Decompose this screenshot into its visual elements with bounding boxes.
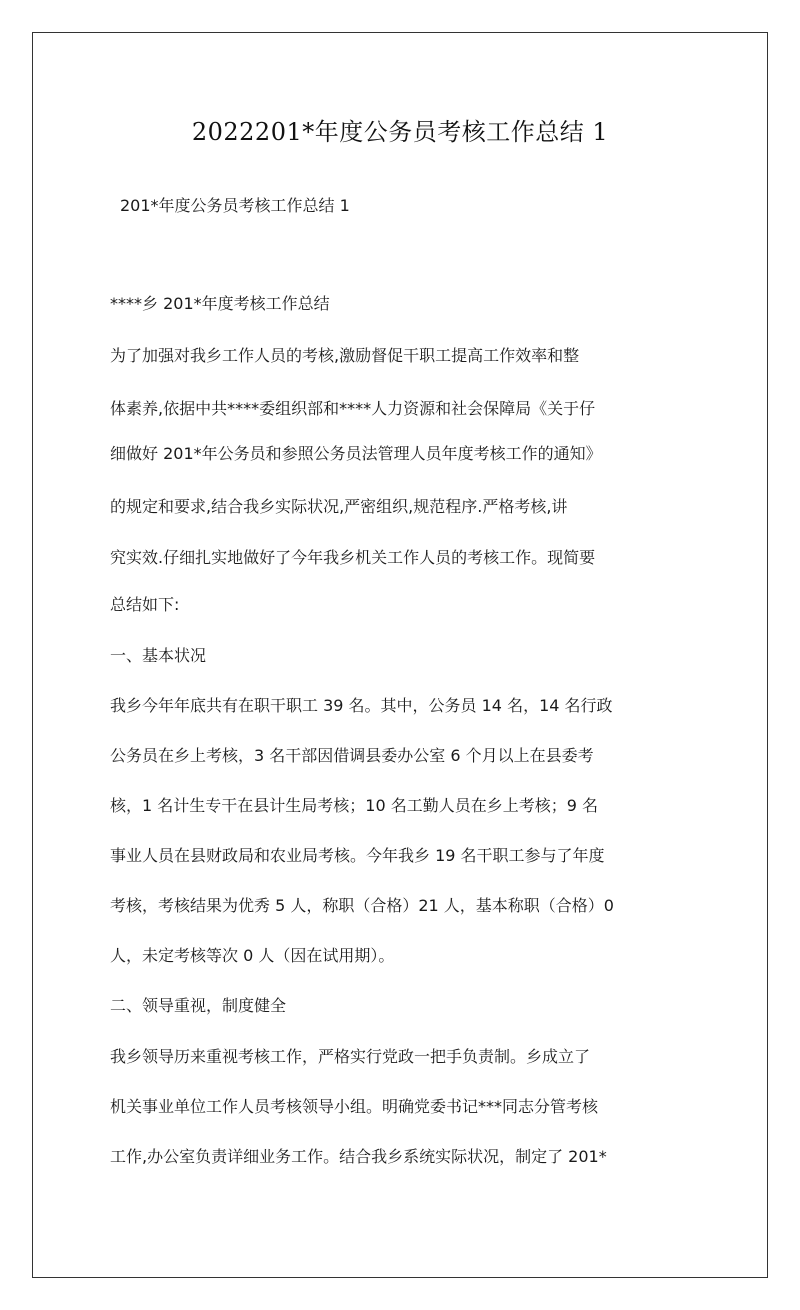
paragraph-line: 考核，考核结果为优秀 5 人，称职（合格）21 人，基本称职（合格）0 xyxy=(110,896,614,915)
heading-line: ****乡 201*年度考核工作总结 xyxy=(110,294,330,313)
paragraph-line: 事业人员在县财政局和农业局考核。今年我乡 19 名干职工参与了年度 xyxy=(110,846,605,865)
paragraph-line: 的规定和要求,结合我乡实际状况,严密组织,规范程序.严格考核,讲 xyxy=(110,497,568,516)
document-title: 2022201*年度公务员考核工作总结 1 xyxy=(191,118,609,146)
paragraph-line: 为了加强对我乡工作人员的考核,激励督促干职工提高工作效率和整 xyxy=(110,346,580,365)
paragraph-line: 我乡领导历来重视考核工作，严格实行党政一把手负责制。乡成立了 xyxy=(110,1047,591,1066)
section-heading: 一、基本状况 xyxy=(110,646,207,665)
paragraph-line: 体素养,依据中共****委组织部和****人力资源和社会保障局《关于仔 xyxy=(110,399,596,418)
paragraph-line: 人，未定考核等次 0 人（因在试用期）。 xyxy=(110,946,395,965)
paragraph-line: 我乡今年年底共有在职干职工 39 名。其中，公务员 14 名，14 名行政 xyxy=(110,696,613,715)
paragraph-line: 机关事业单位工作人员考核领导小组。明确党委书记***同志分管考核 xyxy=(110,1097,599,1116)
paragraph-line: 细做好 201*年公务员和参照公务员法管理人员年度考核工作的通知》 xyxy=(110,444,602,463)
paragraph-line: 核，1 名计生专干在县计生局考核；10 名工勤人员在乡上考核；9 名 xyxy=(110,796,598,815)
paragraph-line: 究实效.仔细扎实地做好了今年我乡机关工作人员的考核工作。现简要 xyxy=(110,548,596,567)
paragraph-line: 工作,办公室负责详细业务工作。结合我乡系统实际状况，制定了 201* xyxy=(110,1147,607,1166)
paragraph-line: 总结如下: xyxy=(110,595,180,614)
document-subtitle: 201*年度公务员考核工作总结 1 xyxy=(120,196,350,215)
paragraph-line: 公务员在乡上考核，3 名干部因借调县委办公室 6 个月以上在县委考 xyxy=(110,746,594,765)
section-heading: 二、领导重视，制度健全 xyxy=(110,996,287,1015)
